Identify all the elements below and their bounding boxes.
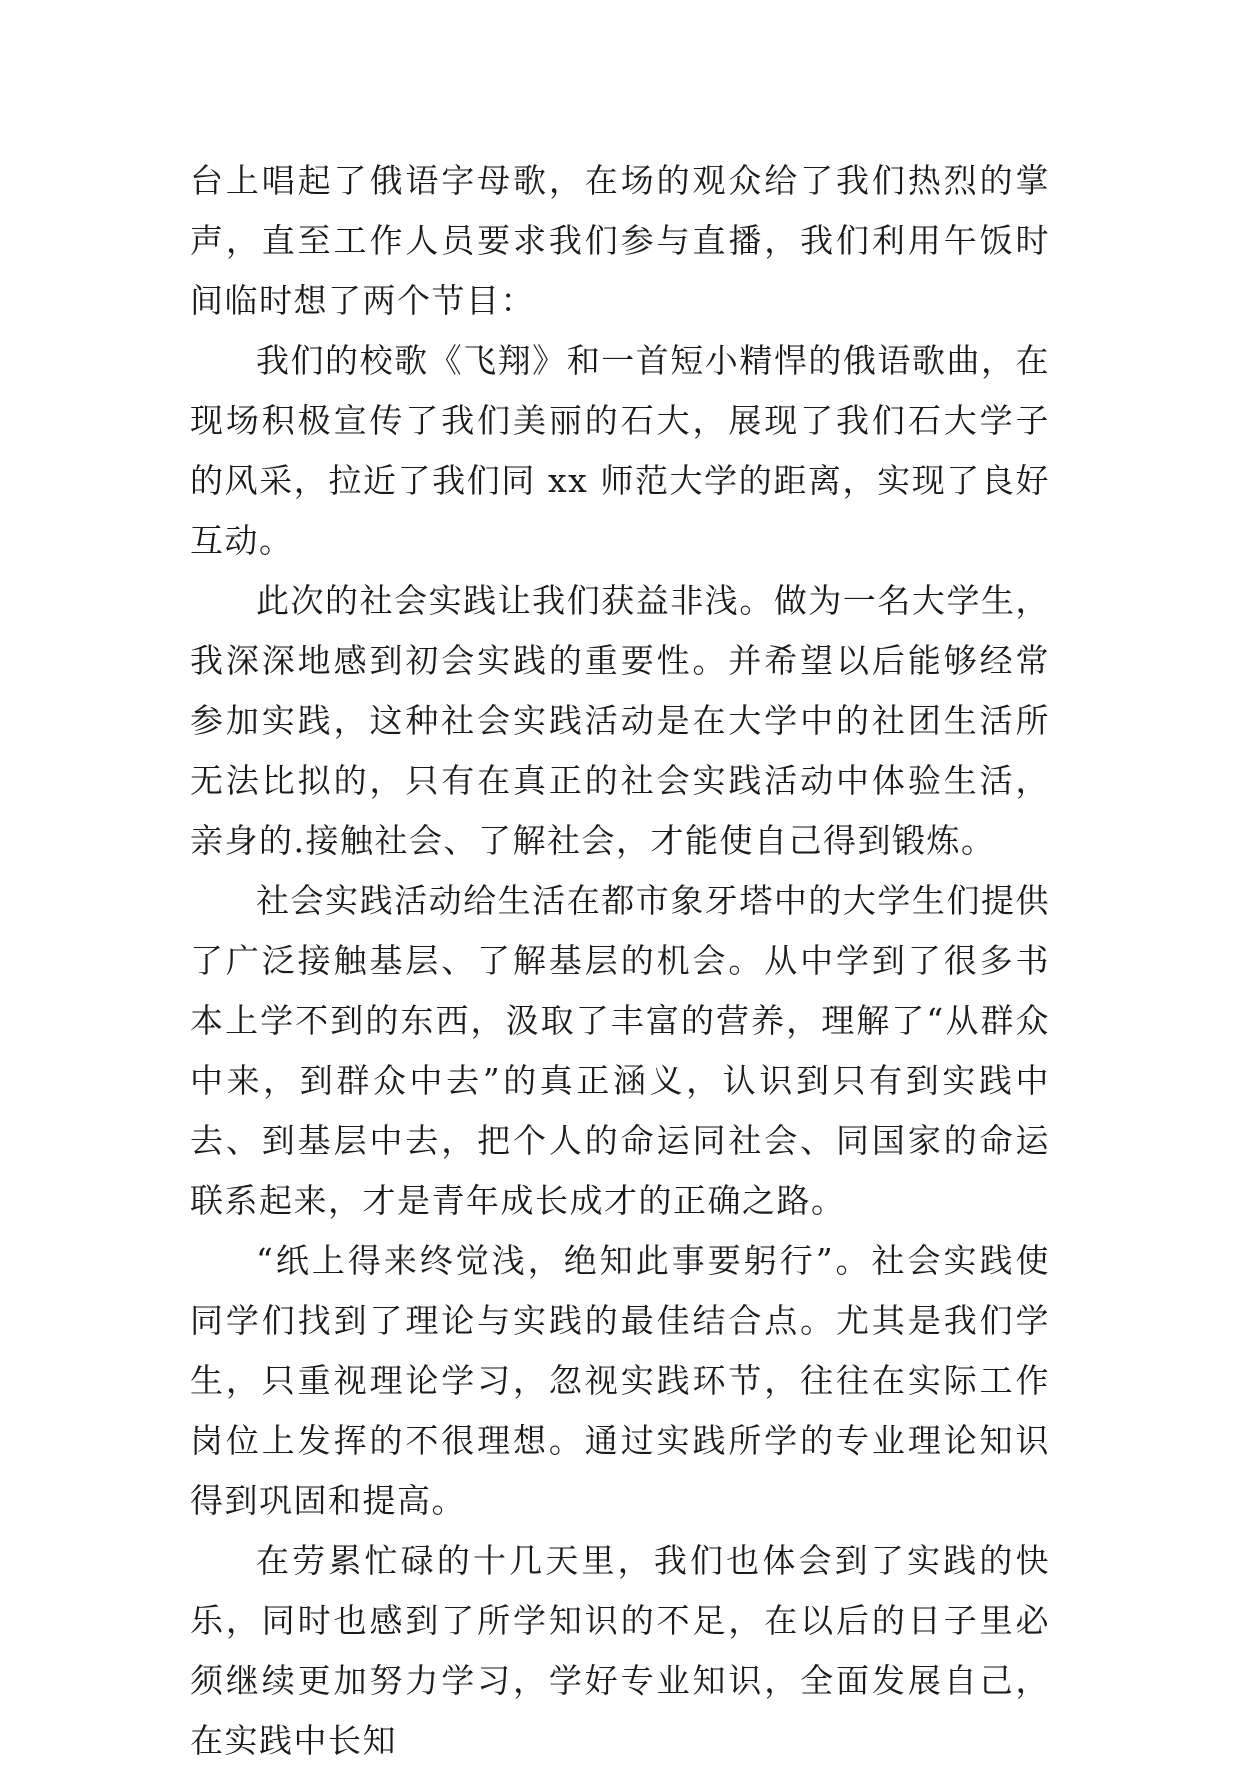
paragraph-3: 此次的社会实践让我们获益非浅。做为一名大学生，我深深地感到初会实践的重要性。并希望以后能够经常参加实践，这种社会实践活动是在大学中的社团生活所无法比拟的，只有在真正的社会实践活动中体验生活，亲身的.接触社会、了解社会，才能使自己得到锻炼。 <box>190 581 1050 860</box>
paragraph-6: 在劳累忙碌的十几天里，我们也体会到了实践的快乐，同时也感到了所学知识的不足，在以后的日子里必须继续更加努力学习，学好专业知识，全面发展自己，在实践中长知 <box>190 1541 1050 1760</box>
paragraph-1: 台上唱起了俄语字母歌，在场的观众给了我们热烈的掌声，直至工作人员要求我们参与直播，我们利用午饭时间临时想了两个节目： <box>190 161 1050 320</box>
paragraph-4: 社会实践活动给生活在都市象牙塔中的大学生们提供了广泛接触基层、了解基层的机会。从中学到了很多书本上学不到的东西，汲取了丰富的营养，理解了“从群众中来，到群众中去”的真正涵义，认识到只有到实践中去、到基层中去，把个人的命运同社会、同国家的命运联系起来，才是青年成长成才的正确之路。 <box>190 881 1050 1220</box>
document-body <box>190 151 1050 1771</box>
paragraph-5: “纸上得来终觉浅，绝知此事要躬行”。社会实践使同学们找到了理论与实践的最佳结合点。尤其是我们学生，只重视理论学习，忽视实践环节，往往在实际工作岗位上发挥的不很理想。通过实践所学的专业理论知识得到巩固和提高。 <box>190 1241 1050 1520</box>
paragraph-2: 我们的校歌《飞翔》和一首短小精悍的俄语歌曲，在现场积极宣传了我们美丽的石大，展现了我们石大学子的风采，拉近了我们同 xx 师范大学的距离，实现了良好互动。 <box>190 341 1050 560</box>
